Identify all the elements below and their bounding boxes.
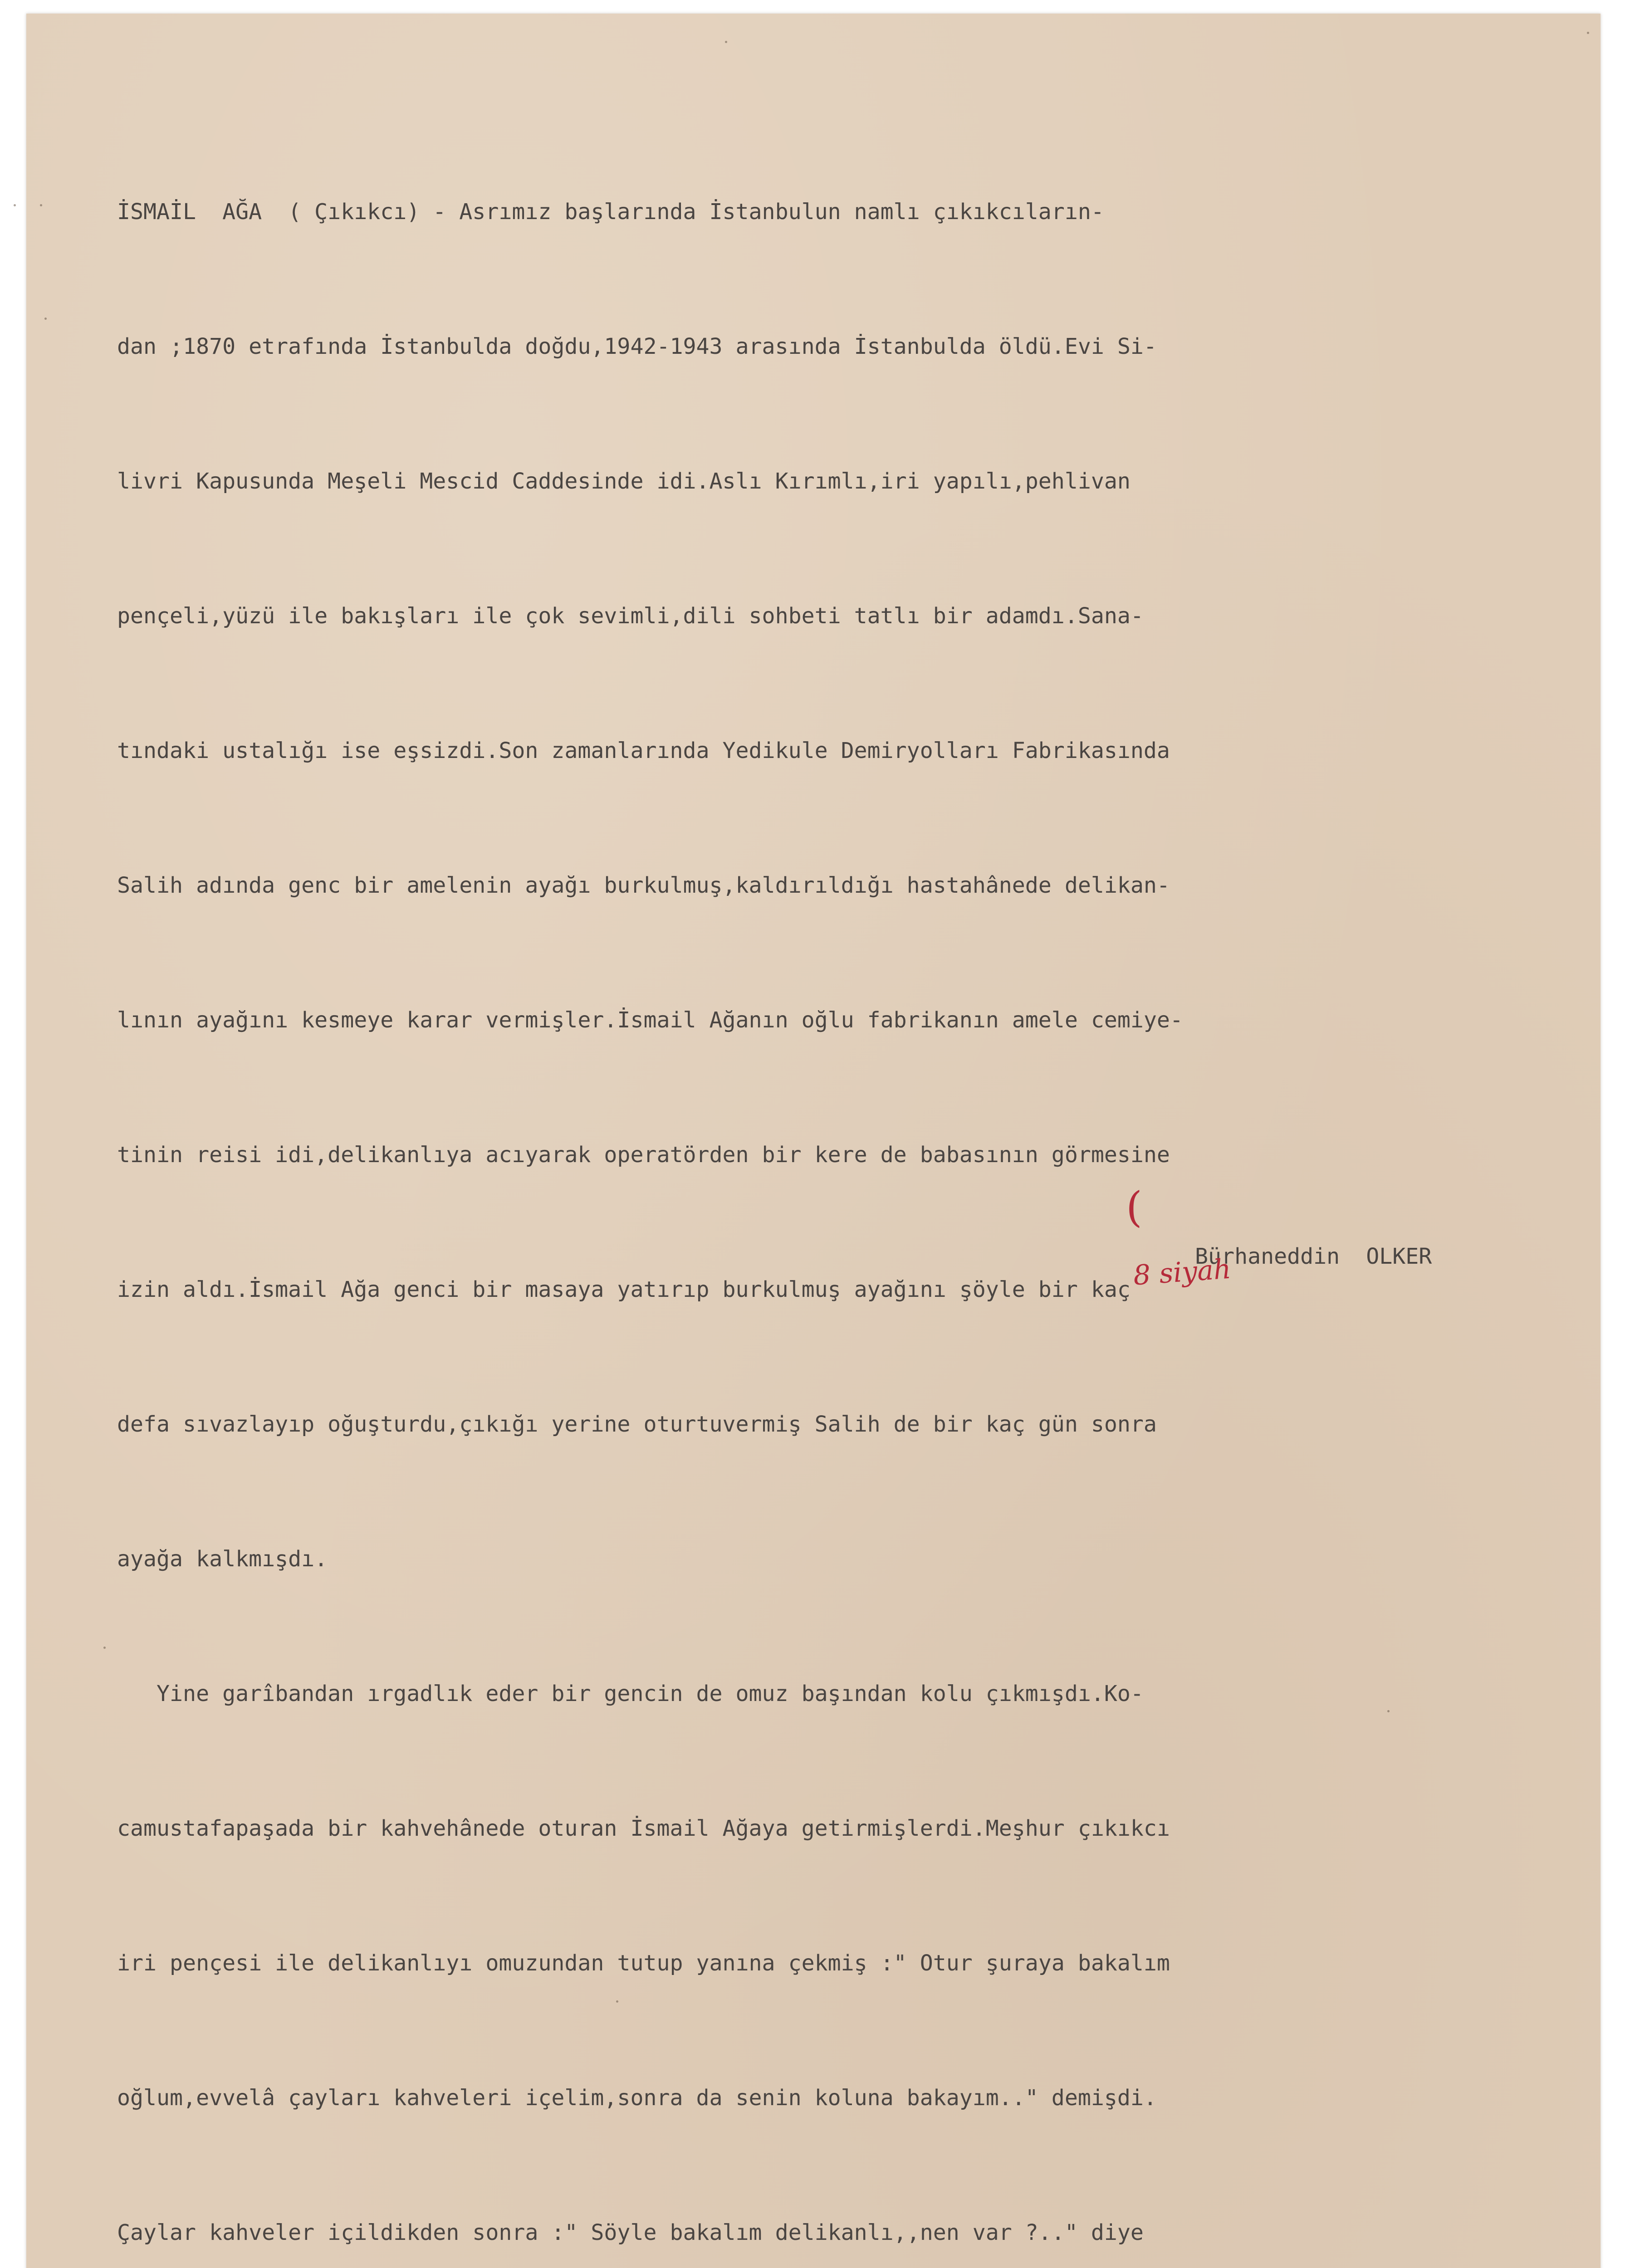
text-line: oğlum,evvelâ çayları kahveleri içelim,sonra da senin koluna bakayım.." demişdi. [117,2085,1157,2111]
paper-speck [1587,32,1589,34]
paper-speck [616,2000,618,2003]
text-line: izin aldı.İsmail Ağa genci bir masaya yatırıp burkulmuş ayağını şöyle bir kaç [117,1277,1131,1302]
paper-speck [14,204,16,206]
document-page [26,14,1601,2268]
text-line: livri Kapusunda Meşeli Mescid Caddesinde idi.Aslı Kırımlı,iri yapılı,pehlivan [117,469,1131,494]
text-line: defa sıvazlayıp oğuşturdu,çıkığı yerine oturtuvermiş Salih de bir kaç gün sonra [117,1412,1157,1437]
text-line: iri pençesi ile delikanlıyı omuzundan tutup yanına çekmiş :" Otur şuraya bakalım [117,1950,1170,1976]
text-line: lının ayağını kesmeye karar vermişler.İsmail Ağanın oğlu fabrikanın amele cemiye- [117,1007,1183,1033]
paper-speck [1387,1710,1390,1712]
paper-speck [44,318,47,320]
text-line: İSMAİL AĞA ( Çıkıkcı) - Asrımız başlarında İstanbulun namlı çıkıkcıların- [117,199,1104,225]
text-line: Çaylar kahveler içildikden sonra :" Söyle bakalım delikanlı,,nen var ?.." diye [117,2220,1144,2245]
red-bracket-mark: ( [1126,1183,1142,1232]
paper-speck [725,41,727,43]
text-line: pençeli,yüzü ile bakışları ile çok sevimli,dili sohbeti tatlı bir adamdı.Sana- [117,603,1144,629]
paper-speck [103,1647,106,1649]
text-line: dan ;1870 etrafında İstanbulda doğdu,1942-1943 arasında İstanbulda öldü.Evi Si- [117,334,1157,359]
text-line: tinin reisi idi,delikanlıya acıyarak operatörden bir kere de babasının görmesine [117,1142,1170,1168]
text-line: Yine garîbandan ırgadlık eder bir gencin de omuz başından kolu çıkmışdı.Ko- [117,1681,1144,1706]
text-line: Salih adında genc bir amelenin ayağı burkulmuş,kaldırıldığı hastahânede delikan- [117,873,1170,898]
signature-name: Bürhaneddin OLKER [1195,1244,1432,1269]
paper-speck [40,204,42,206]
text-line: ayağa kalkmışdı. [117,1546,328,1572]
typed-body [117,100,1596,2268]
text-line: camustafapaşada bir kahvehânede oturan İsmail Ağaya getirmişlerdi.Meşhur çıkıkcı [117,1816,1170,1841]
handwritten-note: 8 siyah [1132,1253,1232,1292]
text-line: tındaki ustalığı ise eşsizdi.Son zamanlarında Yedikule Demiryolları Fabrikasında [117,738,1170,763]
